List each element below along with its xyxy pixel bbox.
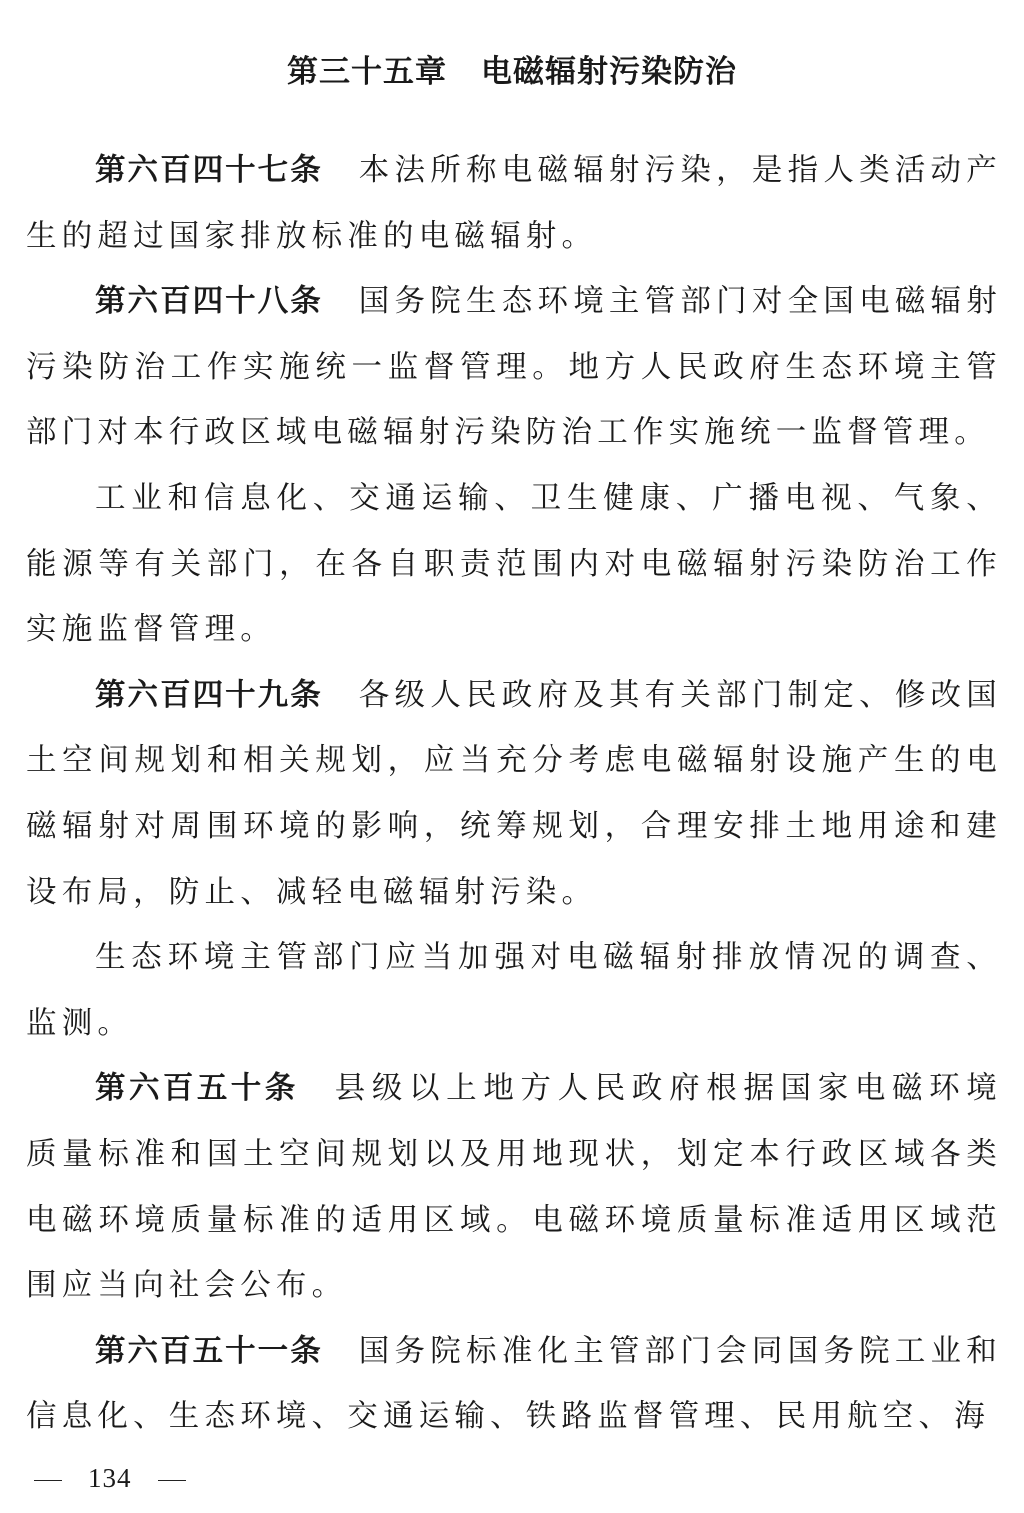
footer-dash-left xyxy=(34,1480,62,1481)
article-number: 第六百五十一条 xyxy=(95,1333,323,1369)
page-number: 134 xyxy=(88,1463,132,1493)
paragraph-article-648 xyxy=(26,269,1002,466)
article-text: 县级以上地方人民政府根据国家电磁环境质量标准和国土空间规划以及用地现状，划定本行政区域各类电磁环境质量标准的适用区域。电磁环境质量标准适用区域范围应当向社会公布。 xyxy=(26,1071,1002,1304)
paragraph-article-650 xyxy=(26,1056,1002,1318)
article-number: 第六百四十八条 xyxy=(95,284,323,320)
page-footer xyxy=(34,1458,186,1498)
paragraph-text: 工业和信息化、交通运输、卫生健康、广播电视、气象、能源等有关部门，在各自职责范围内对电磁辐射污染防治工作实施监督管理。 xyxy=(26,480,1002,648)
paragraph-continuation xyxy=(26,466,1002,663)
paragraph-article-651 xyxy=(26,1319,1002,1450)
article-text: 本法所称电磁辐射污染，是指人类活动产生的超过国家排放标准的电磁辐射。 xyxy=(26,153,1002,254)
paragraph-article-649 xyxy=(26,663,1002,925)
footer-dash-right xyxy=(158,1480,186,1481)
article-number: 第六百五十条 xyxy=(95,1071,299,1107)
article-number: 第六百四十九条 xyxy=(95,677,323,713)
article-text: 国务院生态环境主管部门对全国电磁辐射污染防治工作实施统一监督管理。地方人民政府生态环境主管部门对本行政区域电磁辐射污染防治工作实施统一监督管理。 xyxy=(26,284,1002,451)
chapter-heading xyxy=(0,48,1024,96)
paragraph-continuation xyxy=(26,925,1002,1056)
document-body xyxy=(26,138,1002,1450)
article-text: 国务院标准化主管部门会同国务院工业和信息化、生态环境、交通运输、铁路监督管理、民用航空、海 xyxy=(26,1333,1002,1435)
paragraph-text: 生态环境主管部门应当加强对电磁辐射排放情况的调查、监测。 xyxy=(26,940,1002,1041)
paragraph-article-647 xyxy=(26,138,1002,269)
chapter-title: 电磁辐射污染防治 xyxy=(481,54,737,90)
chapter-number: 第三十五章 xyxy=(287,54,447,90)
article-text: 各级人民政府及其有关部门制定、修改国土空间规划和相关规划，应当充分考虑电磁辐射设施产生的电磁辐射对周围环境的影响，统筹规划，合理安排土地用途和建设布局，防止、减轻电磁辐射污染。 xyxy=(26,677,1002,910)
article-number: 第六百四十七条 xyxy=(95,153,323,188)
